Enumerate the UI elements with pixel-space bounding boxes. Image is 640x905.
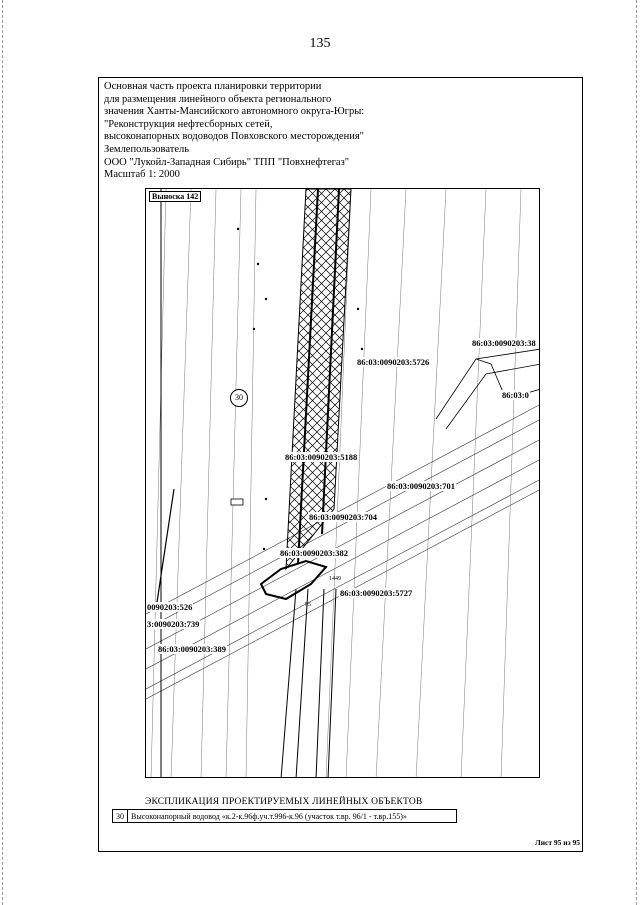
header-line: Землепользователь: [104, 143, 190, 155]
parcel-label: 86:03:0090203:704: [309, 512, 377, 522]
legend-row-description: Высоконапорный водовод «к.2-к.96ф.уч.т.996-к.96 (участок т.вр. 96/1 - т.вр.155)»: [131, 812, 407, 821]
header-line: ООО "Лукойл-Западная Сибирь" ТПП "Повхнефтегаз": [104, 156, 350, 168]
map-callout-tag: Выноска 142: [149, 191, 201, 202]
parcel-label: 86:03:0090203:389: [158, 644, 226, 654]
point-number: 1449: [329, 576, 341, 582]
map-linework: [146, 189, 540, 778]
parcel-label: 86:03:0090203:5726: [357, 357, 430, 367]
header-line: для размещения линейного объекта регионального: [104, 93, 332, 105]
sheet-header: [104, 81, 364, 182]
parcel-label: 86:03:0: [502, 390, 529, 400]
parcel-label: 86:03:0090203:38: [472, 338, 536, 348]
legend-row-number: 30: [113, 810, 128, 822]
parcel-label: 86:03:0090203:5188: [285, 452, 358, 462]
point-number: 95: [305, 602, 311, 608]
parcel-label: 3:0090203:739: [147, 619, 200, 629]
object-number-callout: 30: [230, 389, 248, 407]
header-line: значения Ханты-Мансийского автономного округа-Югры:: [104, 106, 365, 118]
right-page-edge: [636, 0, 637, 905]
sheet-label: Лист 95 из 95: [535, 838, 580, 847]
parcel-label: 0090203:526: [147, 602, 193, 612]
parcel-label: 86:03:0090203:701: [387, 481, 455, 491]
parcel-label: 86:03:0090203:382: [280, 548, 348, 558]
header-line: "Реконструкция нефтесборных сетей,: [104, 118, 273, 130]
parcel-label: 86:03:0090203:5727: [340, 588, 413, 598]
header-line: высоконапорных водоводов Повховского месторождения": [104, 131, 364, 143]
left-page-edge: [2, 0, 3, 905]
header-line: Основная часть проекта планировки территории: [104, 81, 322, 92]
header-line: Масштаб 1: 2000: [104, 169, 180, 181]
map-drawing: [145, 188, 540, 778]
page-number: 135: [309, 36, 331, 51]
legend-row: [112, 809, 457, 823]
legend-title: ЭКСПЛИКАЦИЯ ПРОЕКТИРУЕМЫХ ЛИНЕЙНЫХ ОБЪЕКТОВ: [145, 797, 423, 807]
